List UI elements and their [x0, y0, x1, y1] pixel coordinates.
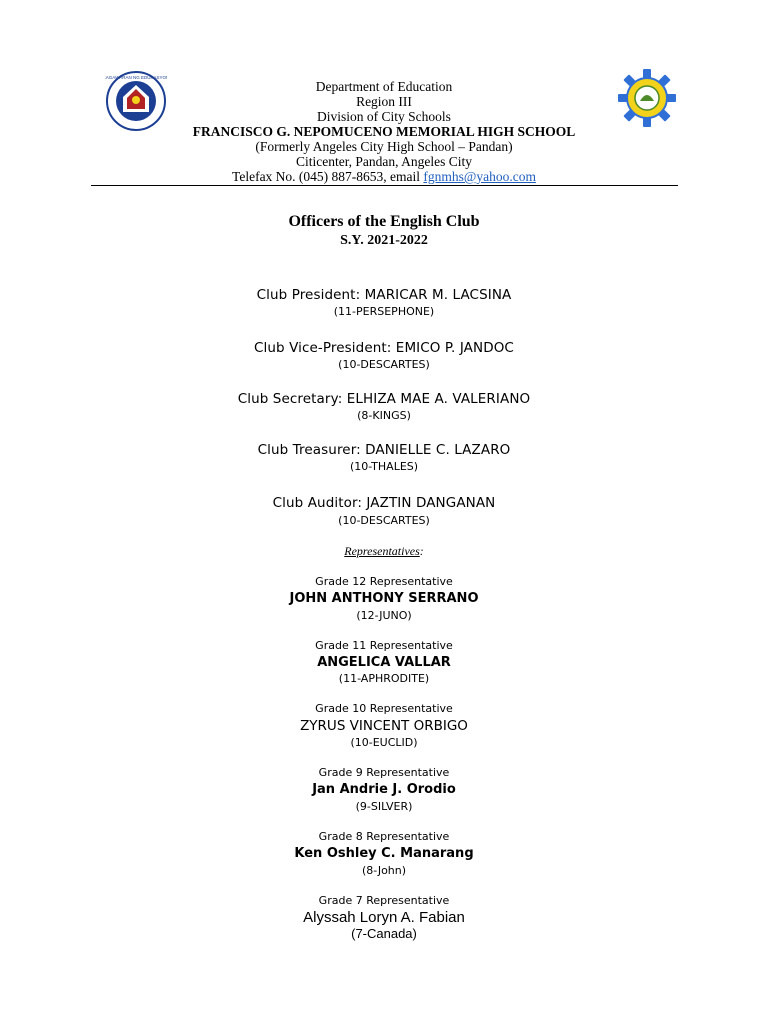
rep-grade7-section: (7-Canada)	[351, 926, 417, 941]
officer-president: Club President: MARICAR M. LACSINA	[256, 287, 512, 303]
rep-grade10-title: Grade 10 Representative	[315, 702, 453, 715]
officer-auditor-section: (10-DESCARTES)	[338, 514, 430, 527]
rep-grade10-name: ZYRUS VINCENT ORBIGO	[300, 718, 468, 734]
letterhead	[0, 79, 768, 184]
rep-grade10-section: (10-EUCLID)	[350, 736, 418, 749]
rep-grade9-title: Grade 9 Representative	[318, 766, 450, 779]
formerly-line: (Formerly Angeles City High School – Pandan)	[255, 139, 513, 154]
rep-grade8-title: Grade 8 Representative	[318, 830, 450, 843]
officer-secretary-section: (8-KINGS)	[357, 409, 411, 422]
rep-grade7-name: Alyssah Loryn A. Fabian	[303, 909, 465, 926]
representatives-heading-colon: :	[419, 544, 424, 558]
document-title: Officers of the English Club	[288, 213, 480, 230]
officer-auditor: Club Auditor: JAZTIN DANGANAN	[272, 495, 496, 511]
rep-grade11-name: ANGELICA VALLAR	[317, 655, 451, 670]
officer-treasurer-section: (10-THALES)	[349, 460, 419, 473]
letterhead-divider	[91, 185, 678, 186]
rep-grade8-section: (8-John)	[361, 864, 407, 877]
rep-grade11-title: Grade 11 Representative	[315, 639, 453, 652]
rep-grade9-section: (9-SILVER)	[355, 800, 413, 813]
representatives-heading-text: Representatives	[344, 544, 420, 558]
svg-text:KAGAWARAN NG EDUKASYON: KAGAWARAN NG EDUKASYON	[105, 75, 167, 80]
region-line: Region III	[356, 94, 412, 109]
school-year: S.Y. 2021-2022	[340, 233, 428, 248]
officer-president-section: (11-PERSEPHONE)	[333, 305, 435, 318]
officer-secretary: Club Secretary: ELHIZA MAE A. VALERIANO	[237, 391, 531, 407]
officer-vice-president-section: (10-DESCARTES)	[338, 358, 430, 371]
school-name: FRANCISCO G. NEPOMUCENO MEMORIAL HIGH SCHOOL	[192, 124, 576, 139]
officer-treasurer: Club Treasurer: DANIELLE C. LAZARO	[257, 442, 511, 458]
rep-grade12-section: (12-JUNO)	[356, 609, 412, 622]
rep-grade8-name: Ken Oshley C. Manarang	[294, 846, 474, 861]
rep-grade12-title: Grade 12 Representative	[315, 575, 453, 588]
officer-vice-president: Club Vice-President: EMICO P. JANDOC	[254, 340, 514, 356]
rep-grade12-name: JOHN ANTHONY SERRANO	[289, 591, 479, 606]
telefax-text: Telefax No. (045) 887-8653, email	[232, 169, 424, 184]
rep-grade11-section: (11-APHRODITE)	[338, 672, 430, 685]
telefax-line	[0, 169, 768, 184]
rep-grade7-title: Grade 7 Representative	[318, 894, 450, 907]
division-line: Division of City Schools	[317, 109, 451, 124]
email-link[interactable]: fgnmhs@yahoo.com	[423, 169, 536, 184]
representatives-heading	[0, 544, 768, 559]
address-line: Citicenter, Pandan, Angeles City	[295, 154, 473, 169]
rep-grade9-name: Jan Andrie J. Orodio	[312, 782, 456, 797]
department-line: Department of Education	[315, 79, 453, 94]
